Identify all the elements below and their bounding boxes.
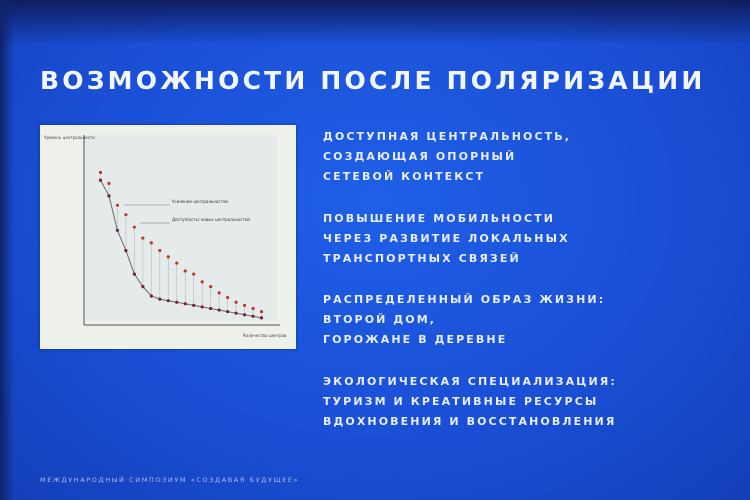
lower-point <box>99 179 102 182</box>
upper-point <box>226 296 229 299</box>
key-point-line: СОЗДАЮЩАЯ ОПОРНЫЙ <box>323 150 517 163</box>
lower-point <box>260 316 263 319</box>
upper-point <box>116 204 119 207</box>
key-point-4 <box>323 372 723 432</box>
lower-point <box>209 307 212 310</box>
upper-point <box>150 241 153 244</box>
upper-point <box>124 213 127 216</box>
lower-point <box>116 229 119 232</box>
y-axis-label: Уровень центральности <box>44 135 95 140</box>
upper-point <box>141 237 144 240</box>
key-point-line: ЧЕРЕЗ РАЗВИТИЕ ЛОКАЛЬНЫХ <box>323 232 570 245</box>
key-point-1 <box>323 127 723 187</box>
lower-point <box>150 294 153 297</box>
polarization-chart <box>40 125 296 349</box>
chart-background-band <box>84 135 277 321</box>
chart-card <box>40 125 296 349</box>
lower-point <box>201 305 204 308</box>
lower-point <box>133 272 136 275</box>
key-points <box>323 127 723 454</box>
lower-point <box>141 285 144 288</box>
lower-point <box>158 298 161 301</box>
upper-point <box>201 280 204 283</box>
lower-point <box>124 249 127 252</box>
lower-point <box>184 302 187 305</box>
upper-point <box>167 255 170 258</box>
x-axis-label: Количество центров <box>243 333 287 338</box>
lower-point <box>251 315 254 318</box>
projection-left-shadow <box>0 0 14 500</box>
key-point-line: ПОВЫШЕНИЕ МОБИЛЬНОСТИ <box>323 212 556 225</box>
upper-point <box>209 285 212 288</box>
upper-point <box>234 301 237 304</box>
lower-point <box>167 299 170 302</box>
slide-title: ВОЗМОЖНОСТИ ПОСЛЕ ПОЛЯРИЗАЦИИ <box>40 66 706 95</box>
key-point-2 <box>323 209 723 269</box>
annotation-strengthening: Усиление центральностей <box>172 199 228 204</box>
upper-point <box>158 249 161 252</box>
upper-point <box>243 304 246 307</box>
upper-point <box>175 262 178 265</box>
annotation-new-centers: Доступ(ость) новых центральностей <box>172 217 250 222</box>
lower-point <box>192 304 195 307</box>
lower-point <box>218 308 221 311</box>
key-point-line: ДОСТУПНАЯ ЦЕНТРАЛЬНОСТЬ, <box>323 130 572 143</box>
upper-point <box>218 291 221 294</box>
upper-point <box>260 310 263 313</box>
key-point-3 <box>323 290 723 350</box>
key-point-line: ВТОРОЙ ДОМ, <box>323 313 437 326</box>
upper-point <box>133 226 136 229</box>
key-point-line: СЕТЕВОЙ КОНТЕКСТ <box>323 170 486 183</box>
key-point-line: ГОРОЖАНЕ В ДЕРЕВНЕ <box>323 333 508 346</box>
lower-point <box>226 310 229 313</box>
key-point-line: ВДОХНОВЕНИЯ И ВОССТАНОВЛЕНИЯ <box>323 415 617 428</box>
lower-point <box>243 313 246 316</box>
lower-point <box>107 194 110 197</box>
upper-point <box>251 307 254 310</box>
upper-point <box>192 272 195 275</box>
key-point-line: ЭКОЛОГИЧЕСКАЯ СПЕЦИАЛИЗАЦИЯ: <box>323 375 617 388</box>
footer-caption: МЕЖДУНАРОДНЫЙ СИМПОЗИУМ «СОЗДАВАЯ БУДУЩЕЕ» <box>40 476 300 484</box>
key-point-line: ТУРИЗМ И КРЕАТИВНЫЕ РЕСУРСЫ <box>323 395 599 408</box>
upper-point <box>184 269 187 272</box>
key-point-line: РАСПРЕДЕЛЕННЫЙ ОБРАЗ ЖИЗНИ: <box>323 293 606 306</box>
lower-point <box>175 301 178 304</box>
key-point-line: ТРАНСПОРТНЫХ СВЯЗЕЙ <box>323 252 521 265</box>
projection-top-shadow <box>0 0 750 45</box>
upper-point <box>107 182 110 185</box>
lower-point <box>234 312 237 315</box>
upper-point <box>99 171 102 174</box>
